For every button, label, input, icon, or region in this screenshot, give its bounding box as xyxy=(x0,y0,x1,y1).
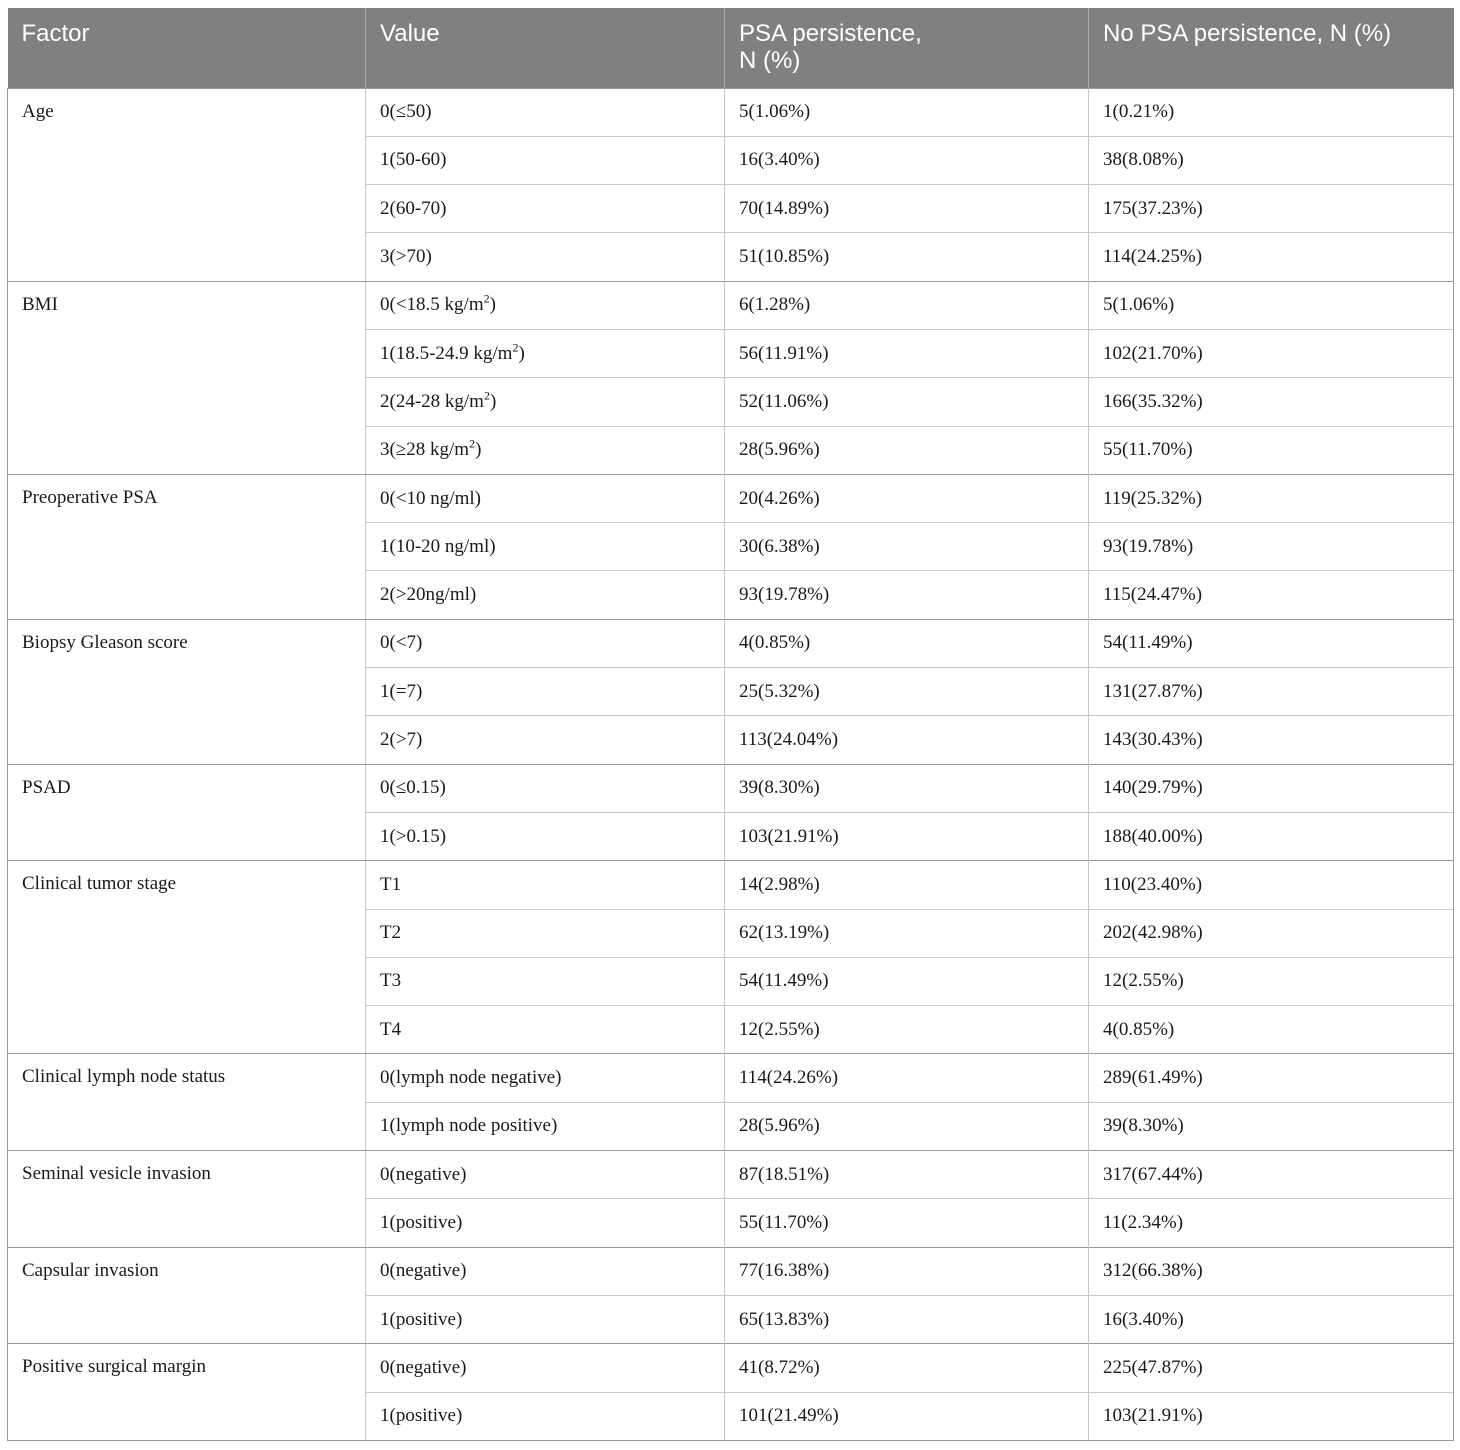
psa-persistence-cell: 28(5.96%) xyxy=(725,426,1089,474)
value-cell xyxy=(366,185,725,233)
no-psa-persistence-cell: 188(40.00%) xyxy=(1089,812,1454,860)
table-row xyxy=(8,1247,1454,1295)
psa-persistence-cell: 12(2.55%) xyxy=(725,1006,1089,1054)
value-cell xyxy=(366,281,725,329)
value-cell xyxy=(366,378,725,426)
table-row xyxy=(8,861,1454,909)
value-text: 0(<7) xyxy=(380,632,423,654)
value-cell xyxy=(366,1392,725,1440)
no-psa-persistence-cell: 11(2.34%) xyxy=(1089,1199,1454,1247)
factor-cell: BMI xyxy=(8,281,366,474)
factor-cell: PSAD xyxy=(8,764,366,861)
factor-cell: Seminal vesicle invasion xyxy=(8,1151,366,1248)
value-text: 3(>70) xyxy=(380,246,432,268)
psa-persistence-cell: 51(10.85%) xyxy=(725,233,1089,281)
value-cell xyxy=(366,1247,725,1295)
psa-persistence-cell: 54(11.49%) xyxy=(725,957,1089,1005)
value-cell xyxy=(366,88,725,136)
psa-persistence-cell: 65(13.83%) xyxy=(725,1295,1089,1343)
value-cell xyxy=(366,474,725,522)
header-row xyxy=(8,8,1454,88)
no-psa-persistence-cell: 115(24.47%) xyxy=(1089,571,1454,619)
no-psa-persistence-cell: 225(47.87%) xyxy=(1089,1344,1454,1392)
psa-persistence-cell: 16(3.40%) xyxy=(725,136,1089,184)
no-psa-persistence-cell: 4(0.85%) xyxy=(1089,1006,1454,1054)
value-cell xyxy=(366,571,725,619)
no-psa-persistence-cell: 175(37.23%) xyxy=(1089,185,1454,233)
value-superscript: 2 xyxy=(483,388,490,403)
value-cell xyxy=(366,764,725,812)
psa-persistence-cell: 41(8.72%) xyxy=(725,1344,1089,1392)
value-cell xyxy=(366,1054,725,1102)
value-cell xyxy=(366,523,725,571)
value-text: 0(negative) xyxy=(380,1163,467,1185)
no-psa-persistence-cell: 114(24.25%) xyxy=(1089,233,1454,281)
value-text: 1(lymph node positive) xyxy=(380,1115,558,1137)
no-psa-persistence-cell: 202(42.98%) xyxy=(1089,909,1454,957)
table-row xyxy=(8,1151,1454,1199)
value-text: 0(<18.5 kg/m xyxy=(380,294,484,316)
value-cell xyxy=(366,233,725,281)
no-psa-persistence-cell: 143(30.43%) xyxy=(1089,716,1454,764)
value-cell xyxy=(366,1295,725,1343)
no-psa-persistence-cell: 54(11.49%) xyxy=(1089,619,1454,667)
value-text: 1(>0.15) xyxy=(380,825,447,847)
value-text: 1(10-20 ng/ml) xyxy=(380,535,496,557)
psa-persistence-cell: 52(11.06%) xyxy=(725,378,1089,426)
value-cell xyxy=(366,426,725,474)
value-text: 0(negative) xyxy=(380,1356,467,1378)
no-psa-persistence-cell: 110(23.40%) xyxy=(1089,861,1454,909)
no-psa-persistence-cell: 312(66.38%) xyxy=(1089,1247,1454,1295)
value-text: 0(negative) xyxy=(380,1260,467,1282)
value-cell xyxy=(366,909,725,957)
value-cell xyxy=(366,716,725,764)
value-superscript: 2 xyxy=(469,436,476,451)
psa-persistence-cell: 56(11.91%) xyxy=(725,329,1089,377)
no-psa-persistence-cell: 55(11.70%) xyxy=(1089,426,1454,474)
value-cell xyxy=(366,1006,725,1054)
factor-cell: Clinical tumor stage xyxy=(8,861,366,1054)
factor-cell: Capsular invasion xyxy=(8,1247,366,1344)
value-text: 1(=7) xyxy=(380,680,423,702)
value-suffix: ) xyxy=(475,439,482,461)
no-psa-persistence-cell: 12(2.55%) xyxy=(1089,957,1454,1005)
table-row xyxy=(8,281,1454,329)
no-psa-persistence-cell: 93(19.78%) xyxy=(1089,523,1454,571)
header-no-psa-persistence: No PSA persistence, N (%) xyxy=(1089,8,1454,88)
no-psa-persistence-cell: 166(35.32%) xyxy=(1089,378,1454,426)
value-text: 3(≥28 kg/m xyxy=(380,439,470,461)
value-text: 0(≤0.15) xyxy=(380,777,446,799)
value-text: 1(18.5-24.9 kg/m xyxy=(380,342,513,364)
value-superscript: 2 xyxy=(483,292,490,306)
value-text: 0(lymph node negative) xyxy=(380,1067,562,1089)
value-cell xyxy=(366,1344,725,1392)
psa-persistence-cell: 30(6.38%) xyxy=(725,523,1089,571)
psa-persistence-cell: 55(11.70%) xyxy=(725,1199,1089,1247)
no-psa-persistence-cell: 1(0.21%) xyxy=(1089,88,1454,136)
no-psa-persistence-cell: 16(3.40%) xyxy=(1089,1295,1454,1343)
value-text: 2(>7) xyxy=(380,729,423,750)
table-row xyxy=(8,88,1454,136)
no-psa-persistence-cell: 119(25.32%) xyxy=(1089,474,1454,522)
no-psa-persistence-cell: 103(21.91%) xyxy=(1089,1392,1454,1440)
no-psa-persistence-cell: 102(21.70%) xyxy=(1089,329,1454,377)
factor-cell: Preoperative PSA xyxy=(8,474,366,619)
no-psa-persistence-cell: 39(8.30%) xyxy=(1089,1102,1454,1150)
psa-persistence-cell: 113(24.04%) xyxy=(725,716,1089,764)
psa-persistence-cell: 14(2.98%) xyxy=(725,861,1089,909)
value-cell xyxy=(366,136,725,184)
table-row xyxy=(8,474,1454,522)
psa-persistence-cell: 6(1.28%) xyxy=(725,281,1089,329)
value-cell xyxy=(366,812,725,860)
psa-persistence-cell: 77(16.38%) xyxy=(725,1247,1089,1295)
psa-persistence-cell: 28(5.96%) xyxy=(725,1102,1089,1150)
psa-persistence-cell: 5(1.06%) xyxy=(725,88,1089,136)
factor-cell: Biopsy Gleason score xyxy=(8,619,366,764)
table-row xyxy=(8,1344,1454,1392)
value-text: 2(24-28 kg/m xyxy=(380,390,484,412)
psa-persistence-cell: 114(24.26%) xyxy=(725,1054,1089,1102)
psa-persistence-cell: 62(13.19%) xyxy=(725,909,1089,957)
no-psa-persistence-cell: 38(8.08%) xyxy=(1089,136,1454,184)
psa-persistence-cell: 39(8.30%) xyxy=(725,764,1089,812)
value-text: 2(>20ng/ml) xyxy=(380,584,477,606)
value-text: 0(<10 ng/ml) xyxy=(380,487,481,509)
value-cell xyxy=(366,861,725,909)
psa-persistence-cell: 93(19.78%) xyxy=(725,571,1089,619)
no-psa-persistence-cell: 317(67.44%) xyxy=(1089,1151,1454,1199)
header-factor: Factor xyxy=(8,8,366,88)
value-text: T4 xyxy=(380,1018,402,1040)
header-psa-persistence: PSA persistence, N (%) xyxy=(725,8,1089,88)
value-text: 2(60-70) xyxy=(380,197,447,219)
value-suffix: ) xyxy=(518,342,525,364)
value-cell xyxy=(366,619,725,667)
data-table xyxy=(7,8,1454,1441)
header-value: Value xyxy=(366,8,725,88)
table-body xyxy=(8,88,1454,1440)
value-cell xyxy=(366,957,725,1005)
no-psa-persistence-cell: 131(27.87%) xyxy=(1089,668,1454,716)
psa-persistence-cell: 70(14.89%) xyxy=(725,185,1089,233)
table-row xyxy=(8,619,1454,667)
psa-persistence-cell: 25(5.32%) xyxy=(725,668,1089,716)
value-suffix: ) xyxy=(489,294,496,316)
value-text: 1(positive) xyxy=(380,1308,463,1330)
factor-cell: Age xyxy=(8,88,366,281)
no-psa-persistence-cell: 140(29.79%) xyxy=(1089,764,1454,812)
value-text: 1(positive) xyxy=(380,1405,463,1427)
value-cell xyxy=(366,329,725,377)
value-text: 1(50-60) xyxy=(380,149,447,171)
value-text: T3 xyxy=(380,970,402,992)
factor-cell: Positive surgical margin xyxy=(8,1344,366,1441)
psa-persistence-cell: 101(21.49%) xyxy=(725,1392,1089,1440)
value-cell xyxy=(366,1151,725,1199)
psa-persistence-cell: 103(21.91%) xyxy=(725,812,1089,860)
value-text: T2 xyxy=(380,922,402,944)
value-text: 0(≤50) xyxy=(380,101,432,123)
value-cell xyxy=(366,1199,725,1247)
value-superscript: 2 xyxy=(512,340,519,355)
no-psa-persistence-cell: 5(1.06%) xyxy=(1089,281,1454,329)
factor-cell: Clinical lymph node status xyxy=(8,1054,366,1151)
value-suffix: ) xyxy=(489,390,497,412)
no-psa-persistence-cell: 289(61.49%) xyxy=(1089,1054,1454,1102)
psa-persistence-cell: 20(4.26%) xyxy=(725,474,1089,522)
table-row xyxy=(8,764,1454,812)
table-row xyxy=(8,1054,1454,1102)
psa-persistence-cell: 4(0.85%) xyxy=(725,619,1089,667)
value-text: T1 xyxy=(380,873,402,895)
value-text: 1(positive) xyxy=(380,1211,463,1233)
value-cell xyxy=(366,1102,725,1150)
psa-persistence-cell: 87(18.51%) xyxy=(725,1151,1089,1199)
value-cell xyxy=(366,668,725,716)
